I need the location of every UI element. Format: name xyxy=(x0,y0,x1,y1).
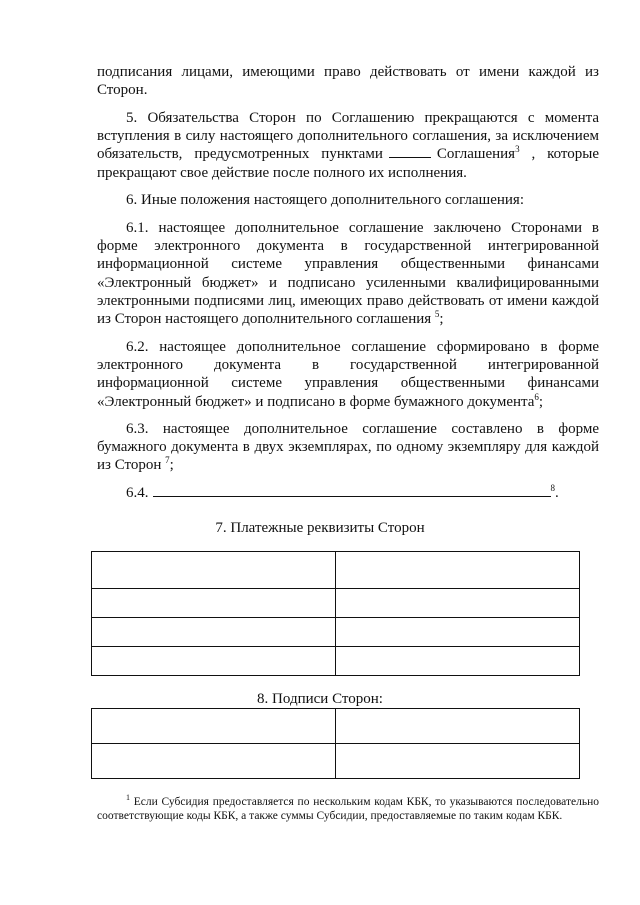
table-cell xyxy=(92,647,336,676)
paragraph-6-4: 6.4. $^8$. xyxy=(126,483,559,501)
signatures-table xyxy=(91,708,580,779)
paragraph-5: 5. Обязательства Сторон по Соглашению прекращаются с момента вступления в силу настоящего дополнительного соглашения, за исключением обязательств, предусмотренных пунктами Соглашения$^3$ , которые прекращают свое действие после полного их исполнения. xyxy=(97,110,600,181)
paragraph-6-1: 6.1. настоящее дополнительное соглашение заключено Сторонами в форме электронного документа в государственной интегрированной информационной системе управления общественными финансами «Электронный бюджет» и подписано усиленными квалифицированными электронными подписями лиц, имеющих право действовать от имени каждой из Сторон настоящего дополнительного соглашения $^5$; xyxy=(97,220,599,328)
footnote-ref: 7 xyxy=(165,455,170,466)
heading-signatures: 8. Подписи Сторон: xyxy=(257,691,383,707)
footnote-ref: 3 xyxy=(515,144,520,155)
footnote-ref: 8 xyxy=(550,483,555,493)
table-cell xyxy=(336,618,580,647)
payment-details-table xyxy=(91,551,580,676)
table-cell xyxy=(336,647,580,676)
heading-payment-details: 7. Платежные реквизиты Сторон xyxy=(215,520,425,536)
table-cell xyxy=(336,744,580,779)
paragraph-6-2: 6.2. настоящее дополнительное соглашение сформировано в форме электронного документа в государственной интегрированной информационной системе управления общественными финансами «Электронный бюджет» и подписано в форме бумажного документа$^6$; xyxy=(97,339,599,410)
paragraph-6: 6. Иные положения настоящего дополнительного соглашения: xyxy=(126,192,524,208)
footnote-ref: 5 xyxy=(434,309,440,320)
table-cell xyxy=(92,618,336,647)
table-cell xyxy=(336,709,580,744)
paragraph-6-3: 6.3. настоящее дополнительное соглашение составлено в форме бумажного документа в двух экземплярах, по одному экземпляру для каждой из Сторон $^7$; xyxy=(97,421,599,474)
fill-line xyxy=(153,484,551,497)
table-cell xyxy=(336,589,580,618)
table-cell xyxy=(92,709,336,744)
paragraph-continuation: подписания лицами, имеющими право действовать от имени каждой из Сторон. xyxy=(97,64,599,99)
footnote-1: $^1$ Если Субсидия предоставляется по нескольким кодам КБК, то указываются последовательно соответствующие коды КБК, а также суммы Субсидии, предоставляемые по таким кодам КБК. xyxy=(97,793,599,822)
footnote-ref: 6 xyxy=(534,391,539,402)
table-cell xyxy=(336,552,580,589)
table-cell xyxy=(92,589,336,618)
footnote-marker: 1 xyxy=(126,793,130,803)
blank-field xyxy=(389,146,431,158)
table-cell xyxy=(92,552,336,589)
table-cell xyxy=(92,744,336,779)
